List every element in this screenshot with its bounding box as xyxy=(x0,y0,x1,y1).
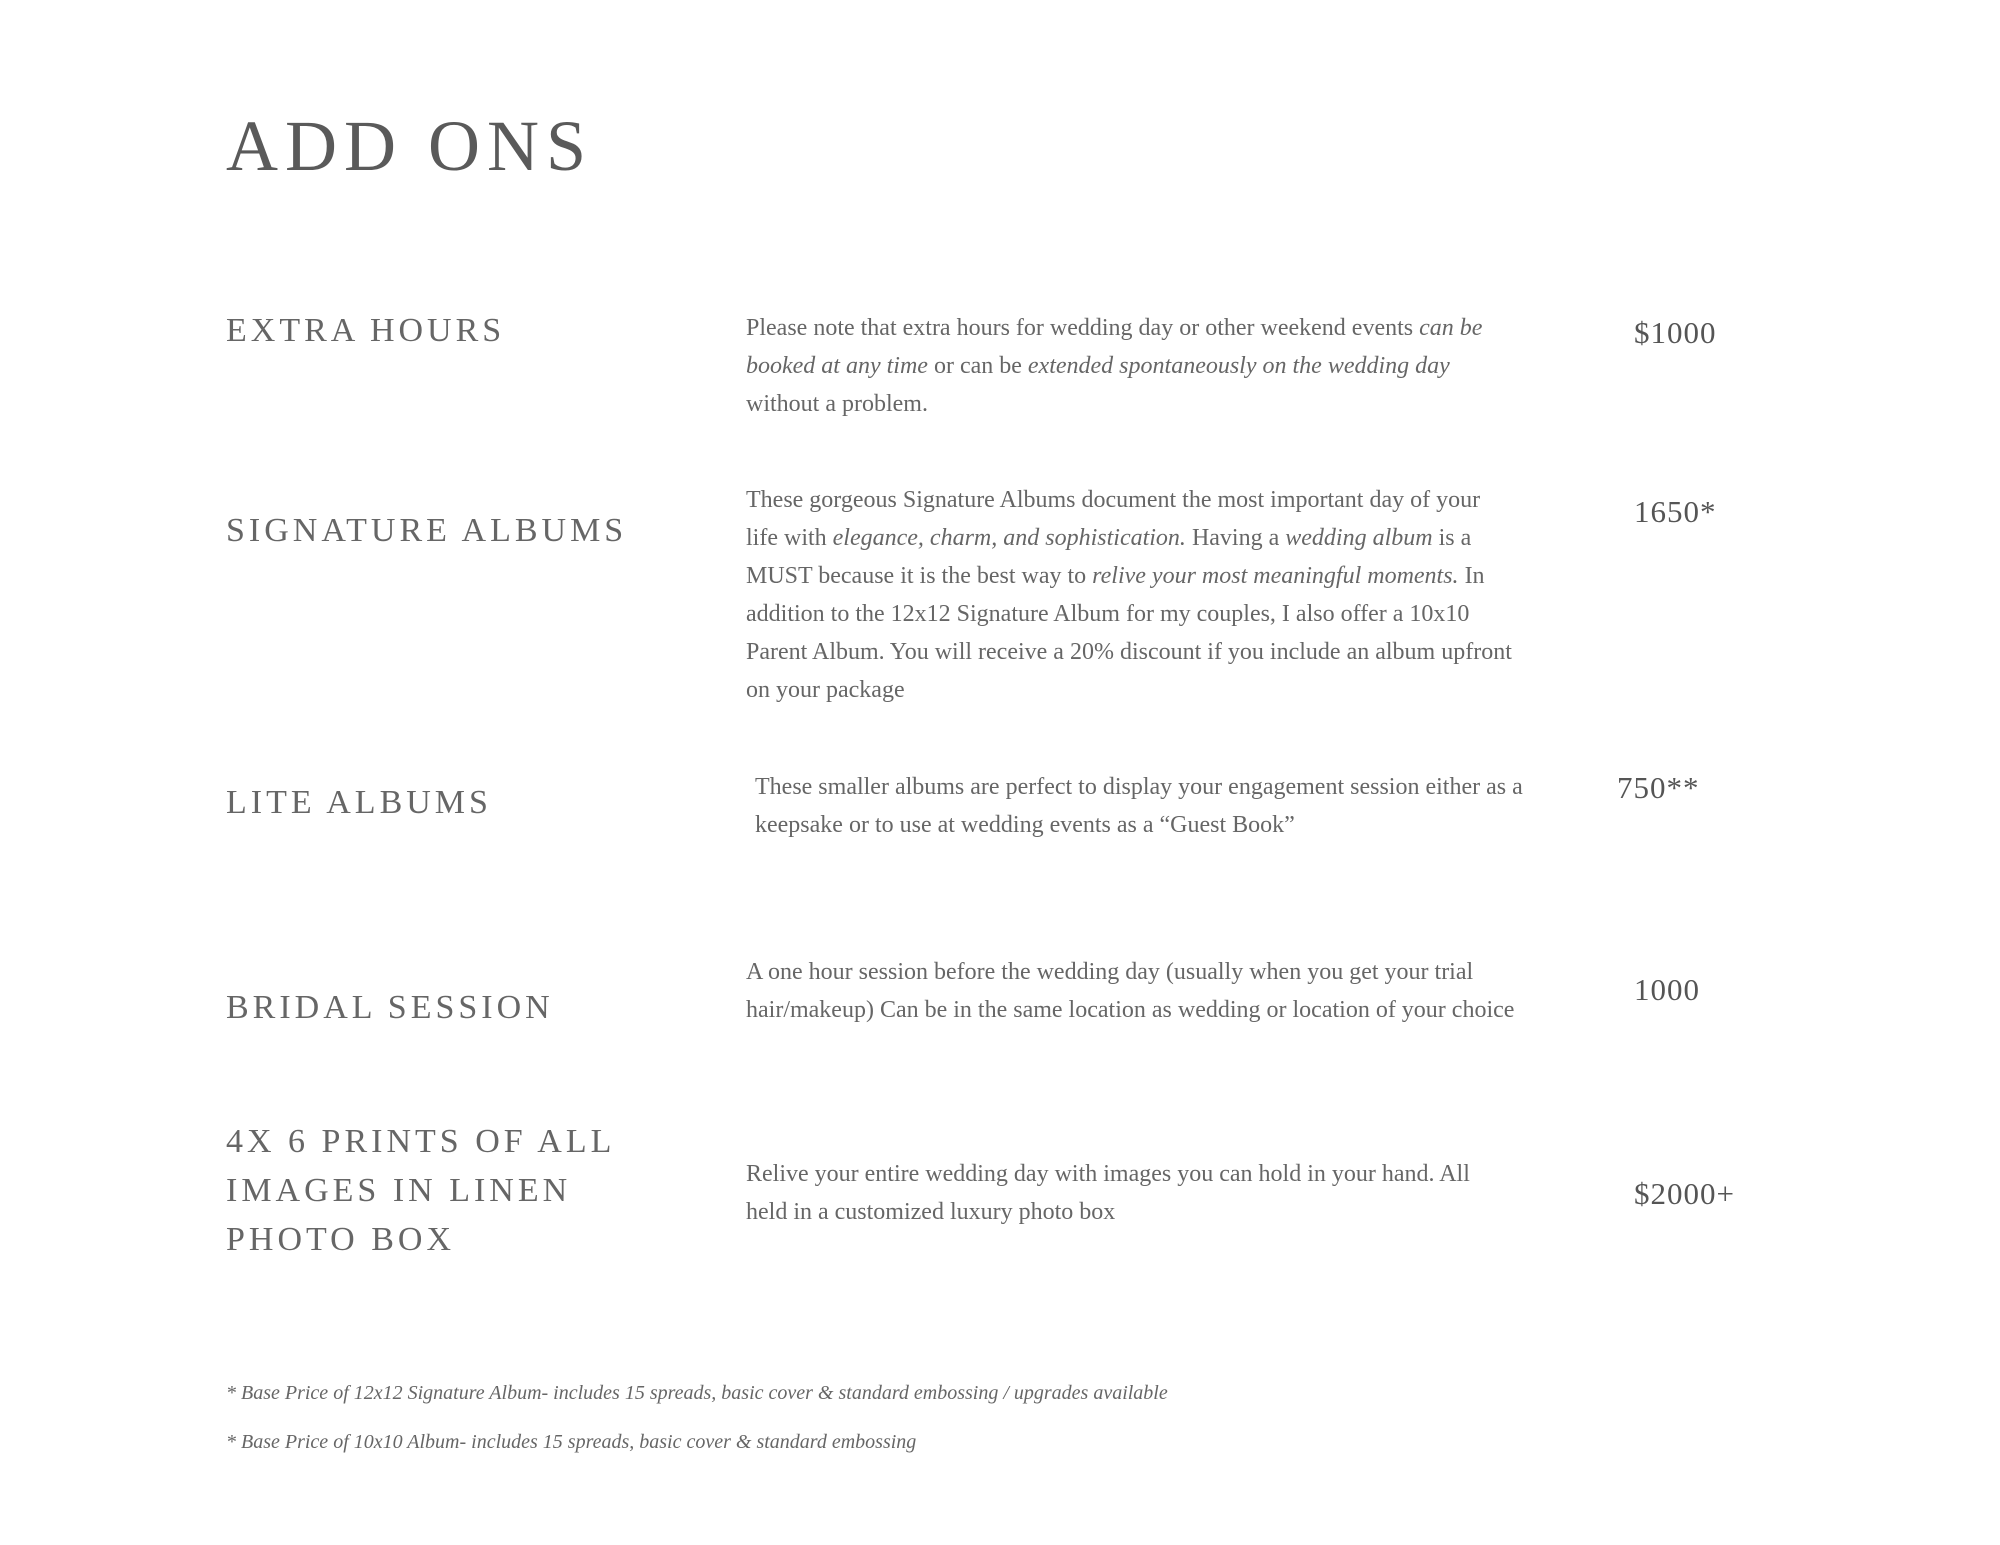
addon-name-prints-photo-box: 4X 6 PRINTS OF ALL IMAGES IN LINEN PHOTO BOX xyxy=(226,1123,615,1258)
footnote-parent-album: * Base Price of 10x10 Album- includes 15 spreads, basic cover & standard embossing xyxy=(226,1431,917,1453)
addon-name-bridal-session: BRIDAL SESSION xyxy=(226,989,554,1026)
desc-part: or can be xyxy=(927,353,1028,379)
desc-part: In addition to the 12x12 Signature Album for my couples, I also offer a 10x10 Parent Album. You will receive a 20% discount if you include an album upfront on your package xyxy=(746,563,1512,703)
addon-desc-extra-hours xyxy=(746,309,1516,423)
desc-part: is a MUST because it is the best way to xyxy=(746,525,1472,589)
desc-part: without a problem. xyxy=(746,391,928,417)
footnote-signature-album: * Base Price of 12x12 Signature Album- includes 15 spreads, basic cover & standard embossing / upgrades available xyxy=(226,1382,1168,1404)
desc-part-italic: can be booked at any time xyxy=(746,315,1483,379)
page-title: ADD ONS xyxy=(226,106,594,186)
desc-part-italic: elegance, charm, and sophistication. xyxy=(832,525,1186,551)
desc-part: These smaller albums are perfect to display your engagement session either as a keepsake or to use at wedding events as a “Guest Book” xyxy=(755,774,1523,838)
addon-name-lite-albums: LITE ALBUMS xyxy=(226,784,492,821)
addon-price-lite-albums: 750** xyxy=(1617,770,1700,805)
addon-desc-lite-albums xyxy=(755,768,1525,844)
desc-part: Relive your entire wedding day with images you can hold in your hand. All held in a customized luxury photo box xyxy=(746,1161,1470,1225)
desc-part-italic: relive your most meaningful moments. xyxy=(1092,563,1459,589)
desc-part: Please note that extra hours for wedding day or other weekend events xyxy=(746,315,1420,341)
addon-desc-prints-photo-box xyxy=(746,1155,1516,1231)
addon-name-extra-hours: EXTRA HOURS xyxy=(226,312,506,349)
addon-price-bridal-session: 1000 xyxy=(1634,972,1700,1007)
addon-price-extra-hours: $1000 xyxy=(1634,315,1717,350)
addon-name-signature-albums: SIGNATURE ALBUMS xyxy=(226,512,628,549)
addon-desc-bridal-session xyxy=(746,953,1516,1029)
addon-price-signature-albums: 1650* xyxy=(1634,494,1717,529)
addon-price-prints-photo-box: $2000+ xyxy=(1634,1176,1735,1211)
desc-part-italic: extended spontaneously on the wedding day xyxy=(1027,353,1450,379)
desc-part-italic: wedding album xyxy=(1285,525,1433,551)
addon-desc-signature-albums xyxy=(746,481,1516,709)
desc-part: These gorgeous Signature Albums document the most important day of your life with xyxy=(746,487,1481,551)
desc-part: A one hour session before the wedding day (usually when you get your trial hair/makeup) Can be in the same location as wedding or location of your choice xyxy=(746,959,1515,1023)
desc-part: Having a xyxy=(1185,525,1286,551)
